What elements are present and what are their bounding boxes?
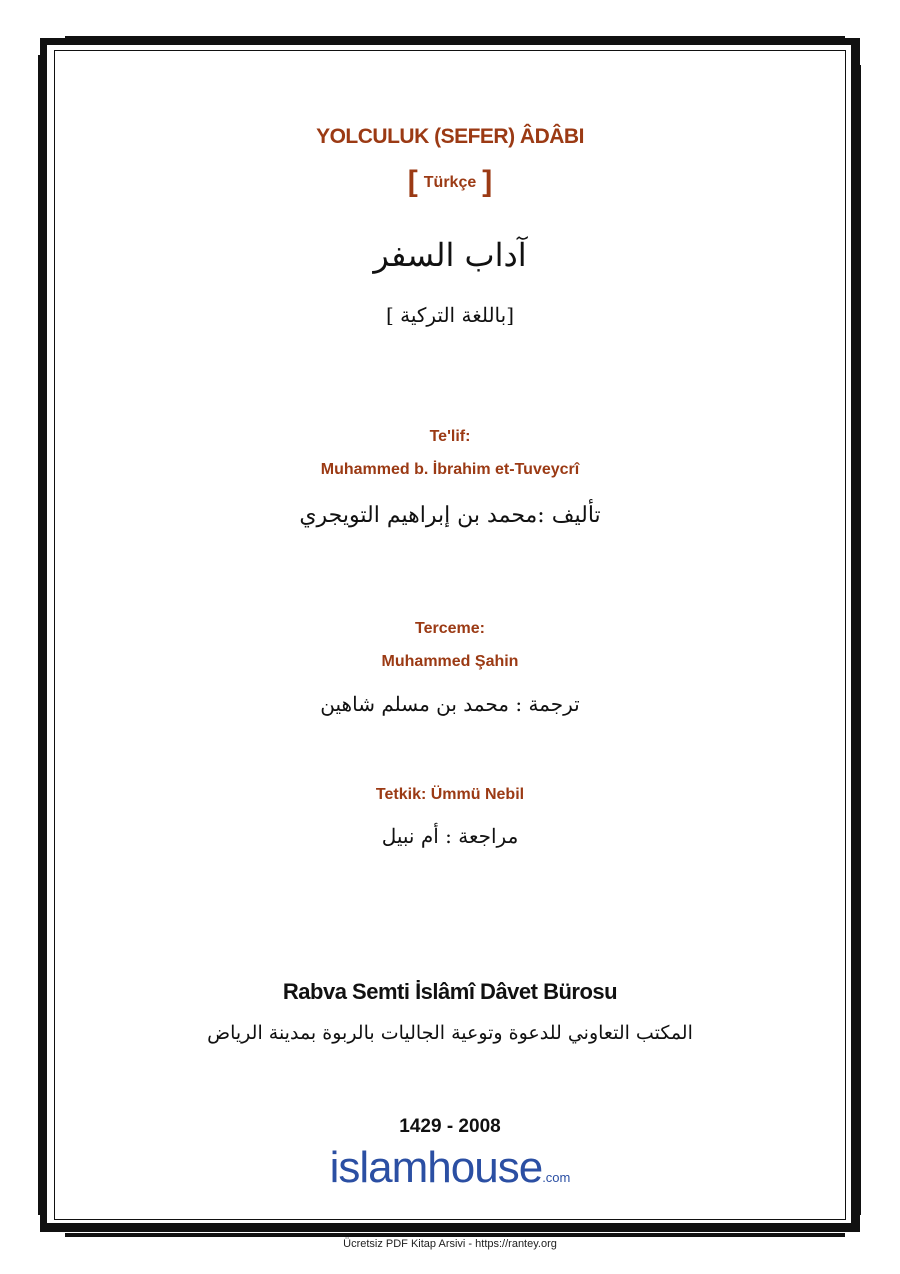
translator-label: Terceme: — [415, 620, 485, 637]
book-title: YOLCULUK (SEFER) ÂDÂBI — [316, 125, 584, 148]
frame-accent-bottom — [65, 1233, 845, 1237]
review-arabic: مراجعة : أم نبيل — [381, 824, 519, 848]
publication-year: 1429 - 2008 — [399, 1116, 501, 1137]
language-text: Türkçe — [423, 174, 477, 191]
logo-suffix: .com — [542, 1170, 571, 1185]
arabic-subtitle: [باللغة التركية ] — [385, 303, 515, 327]
translator-arabic: ترجمة : محمد بن مسلم شاهين — [320, 692, 580, 716]
footer-note: Ücretsiz PDF Kitap Arsivi - https://rantey.org — [343, 1238, 557, 1250]
translator-name: Muhammed Şahin — [381, 653, 519, 670]
review-label: Tetkik: Ümmü Nebil — [375, 786, 525, 803]
organization-arabic: المكتب التعاوني للدعوة وتوعية الجاليات بالربوة بمدينة الرياض — [207, 1022, 693, 1044]
frame-accent-top — [65, 36, 845, 39]
open-bracket: [ — [407, 165, 418, 198]
organization-name: Rabva Semti İslâmî Dâvet Bürosu — [282, 979, 618, 1004]
language-label — [0, 165, 900, 199]
author-arabic: تأليف :محمد بن إبراهيم التويجري — [299, 503, 601, 528]
author-name: Muhammed b. İbrahim et-Tuveycrî — [320, 461, 580, 478]
logo-main-text: islamhouse — [329, 1143, 543, 1192]
close-bracket: ] — [482, 165, 493, 198]
arabic-title: آداب السفر — [373, 236, 527, 274]
author-label: Te'lif: — [429, 428, 471, 445]
islamhouse-logo — [0, 1143, 900, 1193]
